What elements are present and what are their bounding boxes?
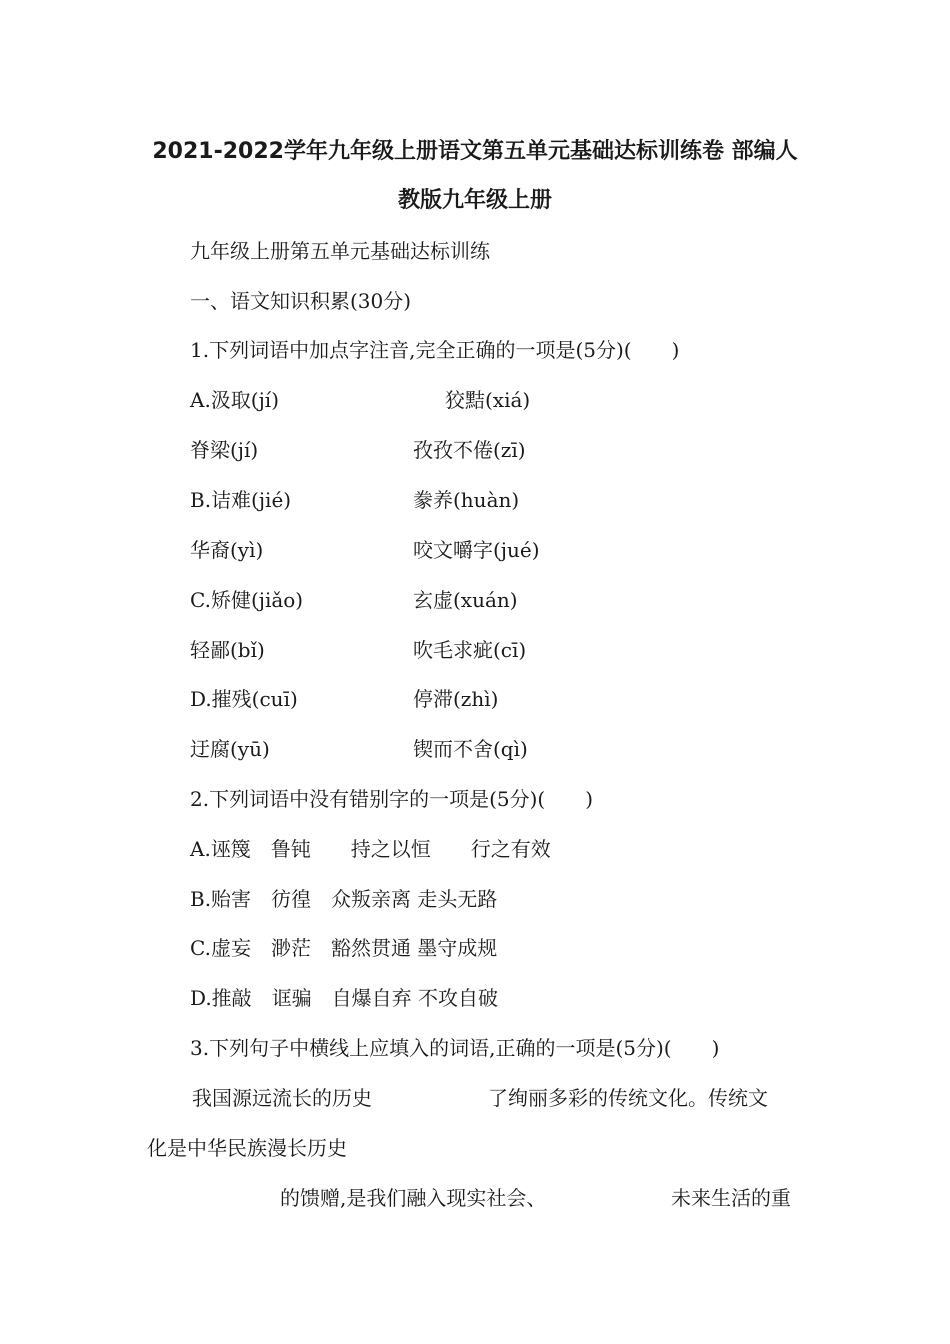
q2-option-b: B.贻害 彷徨 众叛亲离 走头无路 [190,887,498,911]
q3-passage-line-3a: 的馈赠,是我们融入现实社会、 [280,1186,547,1210]
q2-option-c: C.虚妄 渺茫 豁然贯通 墨守成规 [190,936,498,960]
q1-option-d-left: D.摧残(cuī) [190,687,298,711]
q3-passage-line-1a: 我国源远流长的历史 [192,1086,372,1110]
q3-passage-line-2: 化是中华民族漫长历史 [147,1136,347,1160]
q1-option-d2-left: 迂腐(yū) [190,737,270,761]
q1-option-c2-right: 吹毛求疵(cī) [413,638,527,662]
q1-option-b-left: B.诘难(jié) [190,488,292,512]
q1-option-d-right: 停滞(zhì) [413,687,499,711]
q1-option-b-right: 豢养(huàn) [413,488,520,512]
q2-option-d: D.推敲 诓骗 自爆自弃 不攻自破 [190,986,499,1010]
q1-option-c-right: 玄虚(xuán) [413,588,518,612]
question-1-stem: 1.下列词语中加点字注音,完全正确的一项是(5分)( ) [190,338,680,362]
q3-passage-line-1b: 了绚丽多彩的传统文化。传统文 [488,1086,768,1110]
q1-option-d2-right: 锲而不舍(qì) [413,737,528,761]
question-3-stem: 3.下列句子中横线上应填入的词语,正确的一项是(5分)( ) [190,1036,720,1060]
q3-passage-line-3b: 未来生活的重 [671,1186,791,1210]
section-heading: 一、语文知识积累(30分) [190,289,412,313]
q1-option-c-left: C.矫健(jiǎo) [190,588,304,612]
question-2-stem: 2.下列词语中没有错别字的一项是(5分)( ) [190,787,594,811]
q1-option-b2-right: 咬文嚼字(jué) [413,538,540,562]
q1-option-a2-left: 脊梁(jí) [190,438,259,462]
document-title-line-1: 2021-2022学年九年级上册语文第五单元基础达标训练卷 部编人 [152,139,798,164]
q1-option-a-right: 狡黠(xiá) [445,388,531,412]
q2-option-a: A.诬篾 鲁钝 持之以恒 行之有效 [190,837,551,861]
q1-option-b2-left: 华裔(yì) [190,538,264,562]
q1-option-a-left: A.汲取(jí) [190,388,280,412]
q1-option-a2-right: 孜孜不倦(zī) [413,438,526,462]
document-title-line-2: 教版九年级上册 [397,188,552,213]
document-subtitle: 九年级上册第五单元基础达标训练 [190,239,490,263]
q1-option-c2-left: 轻鄙(bǐ) [190,638,265,662]
